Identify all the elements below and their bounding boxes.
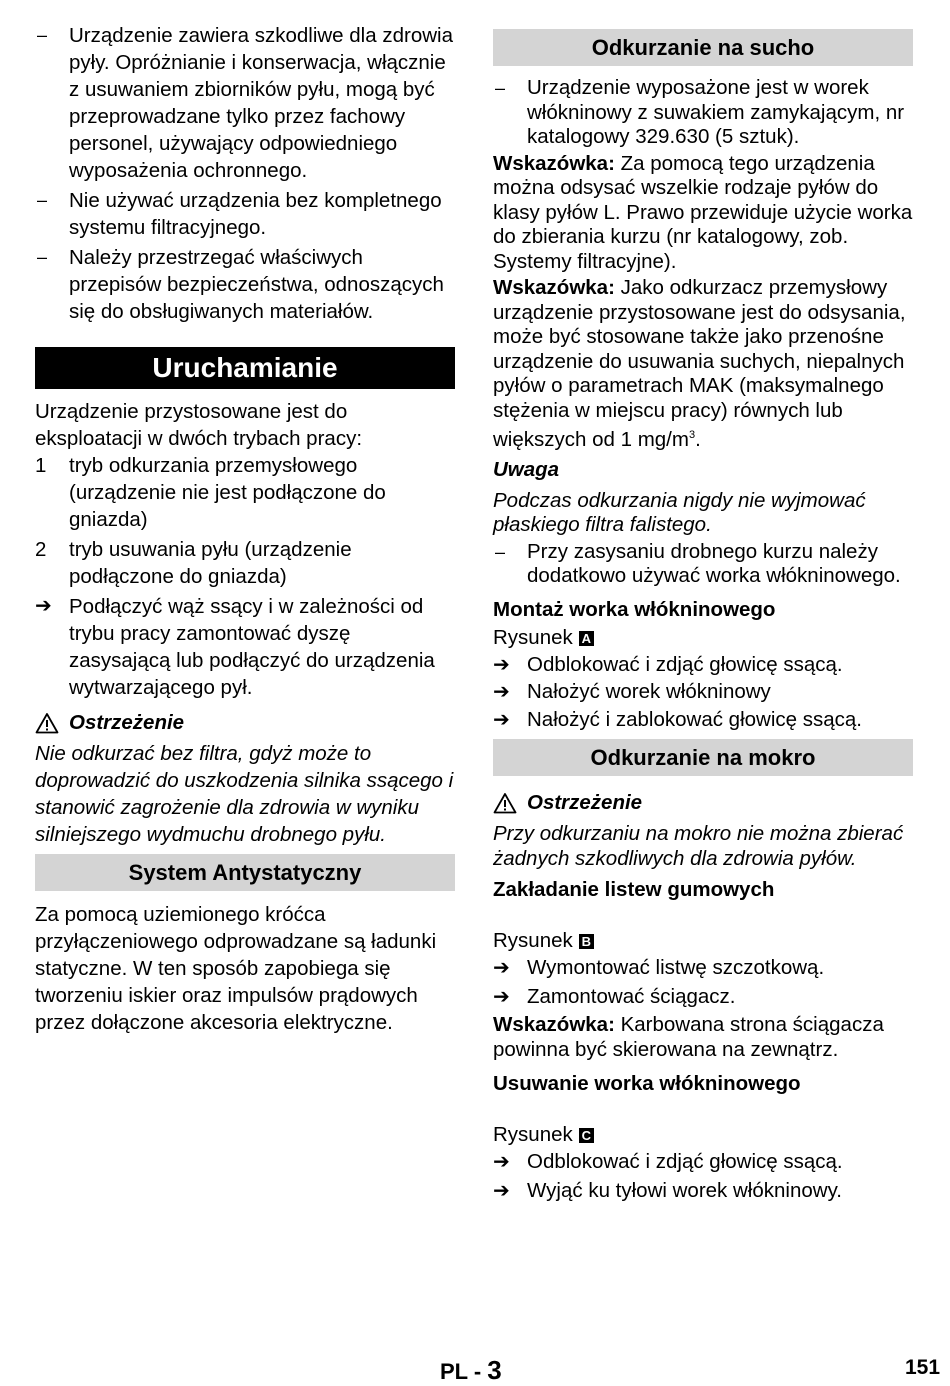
arrow-icon: ➔ [493, 653, 510, 676]
list-item [493, 708, 913, 733]
figure-letter-badge: A [579, 631, 594, 646]
warning-heading [493, 790, 913, 816]
list-item-text: Wymontować listwę szczotkową. [527, 956, 825, 980]
dash-marker: – [495, 541, 506, 562]
note-paragraph [493, 276, 913, 452]
footer-lang: PL [440, 1359, 468, 1384]
note-paragraph [493, 1013, 913, 1062]
number-marker: 1 [35, 454, 47, 477]
dash-marker: – [37, 190, 48, 210]
left-column [35, 22, 455, 1036]
arrow-icon: ➔ [493, 957, 510, 980]
figure-letter-badge: C [579, 1128, 594, 1143]
list-item [493, 985, 913, 1010]
list-item [493, 680, 913, 705]
arrow-icon: ➔ [493, 708, 510, 731]
list-item [493, 1179, 913, 1204]
section-heading-antistatic: System Antystatyczny [35, 854, 455, 891]
list-item [35, 187, 455, 241]
list-item-text: Wyjąć ku tyłowi worek włókninowy. [527, 1178, 842, 1202]
list-item [493, 76, 913, 150]
caution-title: Uwaga [493, 458, 560, 482]
list-item [493, 1150, 913, 1175]
warning-heading [35, 709, 455, 736]
number-marker: 2 [35, 538, 47, 561]
list-item-text: Nie używać urządzenia bez kompletnego systemu filtracyjnego. [69, 189, 442, 239]
arrow-icon: ➔ [493, 681, 510, 704]
note-label: Wskazówka: [493, 151, 615, 175]
note-label: Wskazówka: [493, 276, 615, 299]
warning-triangle-icon [493, 792, 517, 814]
section-heading-wet: Odkurzanie na mokro [493, 739, 913, 776]
list-item-text: Przy zasysaniu drobnego kurzu należy dodatkowo używać worka włókninowego. [527, 539, 901, 588]
warning-text: Przy odkurzaniu na mokro nie można zbierać żadnych szkodliwych dla zdrowia pyłów. [493, 822, 904, 870]
arrow-icon: ➔ [35, 595, 52, 617]
caution-text: Podczas odkurzania nigdy nie wyjmować płaskiego filtra falistego. [493, 488, 866, 537]
arrow-icon: ➔ [493, 1151, 510, 1174]
footer-separator: - [467, 1359, 488, 1384]
list-item [493, 540, 913, 589]
note-text: Za pomocą tego urządzenia można odsysać wszelkie rodzaje pyłów do klasy pyłów L. Prawo przewiduje użycie worka do zbierania kurzu (nr katalogowy, zob. Systemy filtracyjne). [493, 151, 913, 273]
list-item [35, 22, 455, 184]
warning-triangle-icon [35, 712, 59, 734]
list-item-text: Należy przestrzegać właściwych przepisów bezpieczeństwa, odnoszących się do obsługiwanych materiałów. [69, 246, 444, 323]
list-item-text: Nałożyć worek włókninowy [527, 680, 771, 704]
list-item-text: Podłączyć wąż ssący i w zależności od trybu pracy zamontować dyszę zasysającą lub podłączyć do urządzenia wytwarzającego pył. [69, 595, 435, 699]
paragraph: Urządzenie przystosowane jest do eksploatacji w dwóch trybach pracy: [35, 400, 363, 450]
list-item-text: Zamontować ściągacz. [527, 984, 736, 1008]
section-heading-uruchamianie: Uruchamianie [35, 347, 455, 389]
figure-letter-badge: B [579, 934, 594, 949]
right-column [493, 29, 913, 1203]
list-item-text: Nałożyć i zablokować głowicę ssącą. [527, 707, 862, 731]
list-item [493, 653, 913, 678]
note-label: Wskazówka: [493, 1013, 615, 1037]
superscript: 3 [688, 429, 696, 441]
warning-title: Ostrzeżenie [527, 791, 643, 815]
figure-label: Rysunek [493, 626, 573, 650]
arrow-icon: ➔ [493, 985, 510, 1008]
footer-section-code [440, 1355, 502, 1386]
list-item-text: Odblokować i zdjąć głowicę ssącą. [527, 652, 843, 676]
list-item-text: tryb usuwania pyłu (urządzenie podłączone do gniazda) [69, 538, 352, 588]
figure-reference [493, 929, 913, 954]
arrow-icon: ➔ [493, 1179, 510, 1202]
list-item-text: Urządzenie wyposażone jest w worek włókninowy z suwakiem zamykającym, nr katalogowy 329.630 (5 sztuk). [527, 76, 905, 148]
list-item-text: Urządzenie zawiera szkodliwe dla zdrowia pyły. Opróżnianie i konserwacja, włącznie z usuwaniem zbiorników pyłu, mogą być przeprowadzane tylko przez fachowy personel, używający odpowiedniego wyposażenia ochronnego. [69, 24, 453, 182]
list-item [35, 593, 455, 701]
subheading: Montaż worka włókninowego [493, 597, 776, 621]
subheading: Usuwanie worka włókninowego [493, 1072, 801, 1096]
figure-label: Rysunek [493, 928, 573, 952]
figure-reference [493, 626, 913, 651]
note-text: Karbowana strona ściągacza powinna być skierowana na zewnątrz. [493, 1013, 884, 1061]
list-item [35, 244, 455, 325]
paragraph: Za pomocą uziemionego króćca przyłączeniowego odprowadzane są ładunki statyczne. W ten sposób zapobiega się tworzeniu iskier oraz impulsów prądowych przez dołączone akcesoria elektryczne. [35, 903, 437, 1034]
list-item [493, 956, 913, 981]
section-heading-dry: Odkurzanie na sucho [493, 29, 913, 66]
list-item [35, 536, 455, 590]
dash-marker: – [495, 78, 506, 98]
figure-label: Rysunek [493, 1122, 573, 1146]
figure-reference [493, 1123, 913, 1148]
note-paragraph [493, 152, 913, 275]
note-text-end: . [695, 427, 701, 451]
subheading: Zakładanie listew gumowych [493, 878, 775, 902]
footer-section-number: 3 [487, 1355, 502, 1385]
page-number: 151 [905, 1356, 941, 1379]
note-text: Jako odkurzacz przemysłowy urządzenie przystosowane jest do odsysania, może być stosowane także jako przenośne urządzenie do usuwania suchych, niepalnych pyłów o parametrach MAK (maksymalnego stężenia w miejscu pracy) równych lub większych od 1 mg/m [493, 276, 906, 451]
dash-marker: – [37, 247, 48, 267]
warning-title: Ostrzeżenie [69, 710, 185, 734]
list-item-text: tryb odkurzania przemysłowego (urządzenie nie jest podłączone do gniazda) [69, 454, 386, 531]
list-item-text: Odblokować i zdjąć głowicę ssącą. [527, 1150, 843, 1174]
list-item [35, 452, 455, 533]
warning-text: Nie odkurzać bez filtra, gdyż może to doprowadzić do uszkodzenia silnika ssącego i stanowić zagrożenie dla zdrowia w wyniku silniejszego wydmuchu drobnego pyłu. [35, 742, 454, 846]
dash-marker: – [37, 25, 48, 45]
